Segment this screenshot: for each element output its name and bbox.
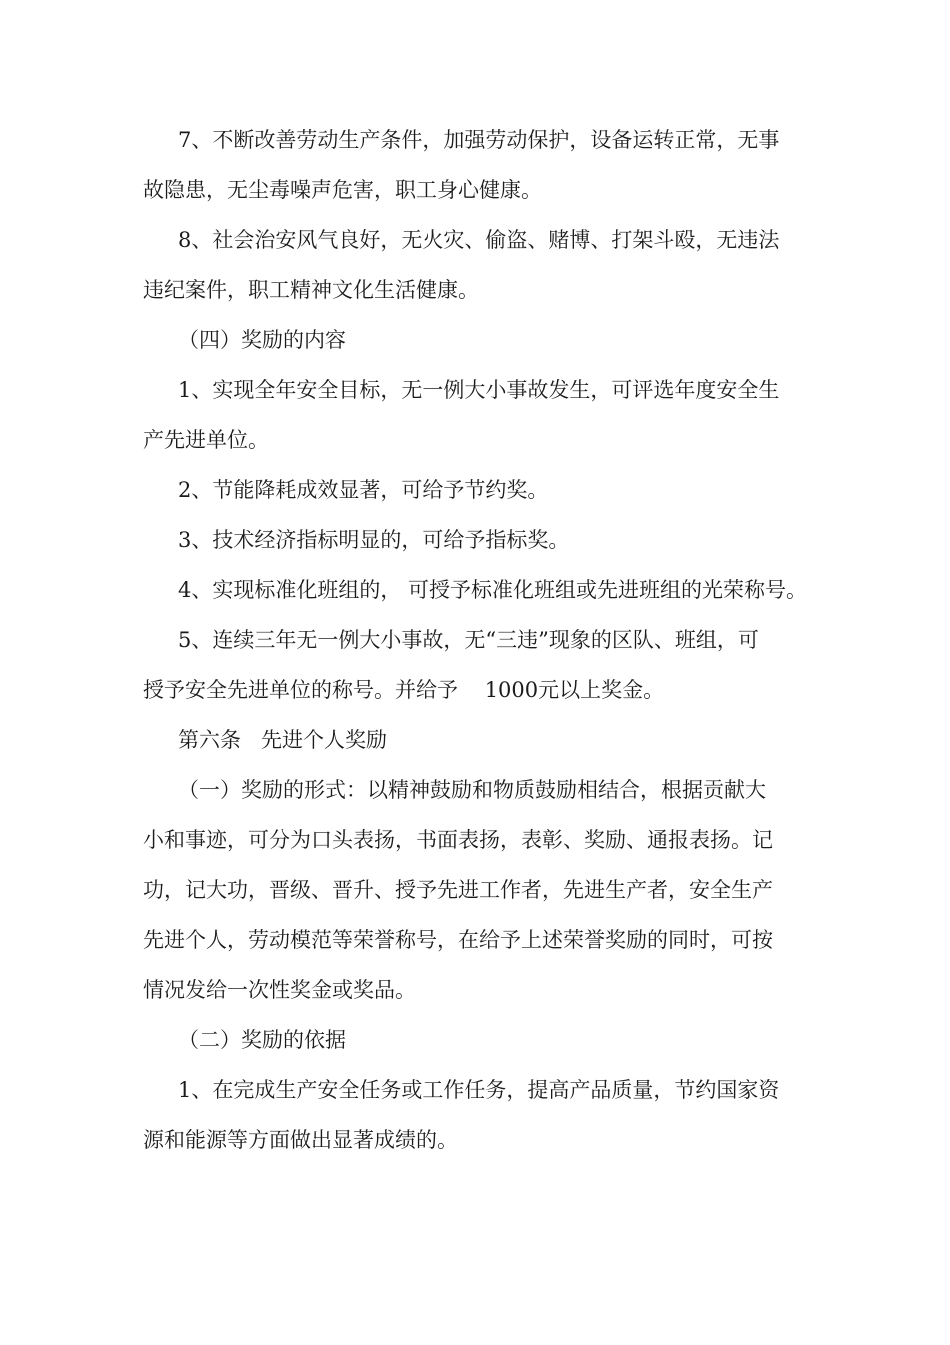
paragraph-reward-4 [143, 565, 843, 615]
paragraph-line: 故隐患，无尘毒噪声危害，职工身心健康。 [143, 178, 542, 202]
section-heading-reward-content [143, 315, 843, 365]
paragraph-line: 违纪案件，职工精神文化生活健康。 [143, 278, 479, 302]
paragraph-item-7 [143, 115, 843, 215]
paragraph-line: 2、节能降耗成效显著，可给予节约奖。 [178, 478, 549, 502]
paragraph-line: 7、不断改善劳动生产条件，加强劳动保护，设备运转正常，无事 [178, 128, 780, 152]
paragraph-line: 4、实现标准化班组的， 可授予标准化班组或先进班组的光荣称号。 [178, 578, 808, 602]
paragraph-reward-2 [143, 465, 843, 515]
section-heading-reward-basis [143, 1015, 843, 1065]
paragraph-line: 小和事迹，可分为口头表扬，书面表扬，表彰、奖励、通报表扬。记 [143, 828, 773, 852]
paragraph-reward-5 [143, 615, 843, 715]
document-body [143, 115, 843, 1165]
paragraph-line: 授予安全先进单位的称号。并给予 1000元以上奖金。 [143, 678, 665, 702]
paragraph-reward-form [143, 765, 843, 1015]
paragraph-line: 8、社会治安风气良好，无火灾、偷盗、赌博、打架斗殴，无违法 [178, 228, 780, 252]
paragraph-line: 源和能源等方面做出显著成绩的。 [143, 1128, 458, 1152]
article-heading: 第六条 先进个人奖励 [178, 728, 388, 752]
paragraph-item-8 [143, 215, 843, 315]
article-heading-six [143, 715, 843, 765]
paragraph-reward-3 [143, 515, 843, 565]
section-heading: （二）奖励的依据 [178, 1028, 346, 1052]
paragraph-line: 产先进单位。 [143, 428, 269, 452]
paragraph-line: 先进个人，劳动模范等荣誉称号，在给予上述荣誉奖励的同时，可按 [143, 928, 773, 952]
paragraph-basis-1 [143, 1065, 843, 1165]
paragraph-line: 1、实现全年安全目标，无一例大小事故发生，可评选年度安全生 [178, 378, 780, 402]
paragraph-line: 5、连续三年无一例大小事故，无“三违”现象的区队、班组，可 [178, 628, 759, 652]
paragraph-line: 情况发给一次性奖金或奖品。 [143, 978, 416, 1002]
paragraph-line: 功，记大功，晋级、晋升、授予先进工作者，先进生产者，安全生产 [143, 878, 773, 902]
section-heading: （四）奖励的内容 [178, 328, 346, 352]
paragraph-reward-1 [143, 365, 843, 465]
paragraph-line: 3、技术经济指标明显的，可给予指标奖。 [178, 528, 570, 552]
paragraph-line: （一）奖励的形式：以精神鼓励和物质鼓励相结合，根据贡献大 [178, 778, 766, 802]
paragraph-line: 1、在完成生产安全任务或工作任务，提高产品质量，节约国家资 [178, 1078, 780, 1102]
